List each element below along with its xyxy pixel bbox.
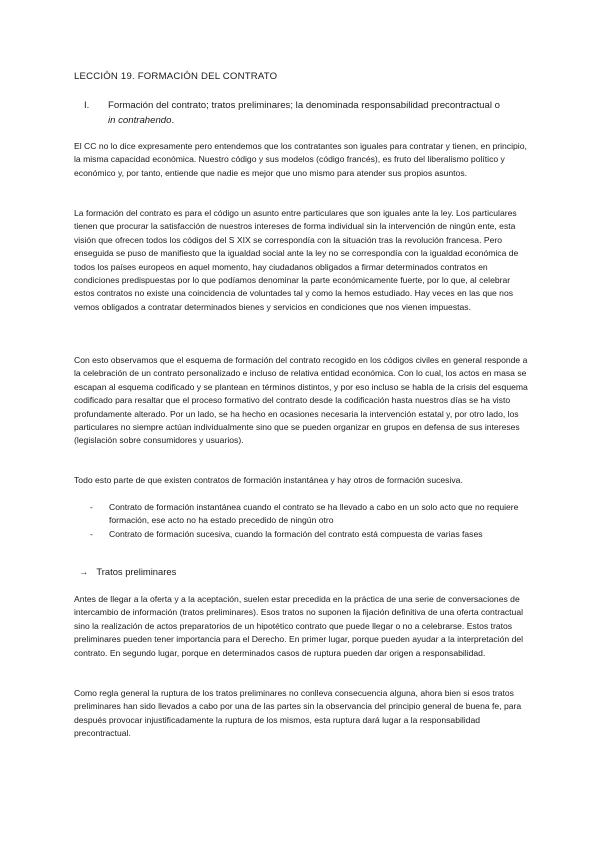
section-title [108, 98, 504, 128]
bullet-dash: - [90, 528, 93, 539]
paragraph-4: Todo esto parte de que existen contratos de formación instantánea y hay otros de formación sucesiva. [74, 475, 463, 485]
paragraph-1: El CC no lo dice expresamente pero entendemos que los contratantes son iguales para contratar y tienen, en principio, la misma capacidad económica. Nuestro código y sus modelos (código francés), es fruto del liberalismo político y económico y, por tanto, entiende que nadie es mejor que uno mismo para atender sus propios asuntos. [74, 141, 527, 178]
subheading-text: Tratos preliminares [96, 566, 177, 577]
subheading [79, 566, 176, 577]
list-item [74, 501, 528, 528]
lesson-title: LECCIÓN 19. FORMACIÓN DEL CONTRATO [74, 71, 278, 82]
section-title-end: . [171, 115, 175, 126]
bullet-text: Contrato de formación sucesiva, cuando la formación del contrato está compuesta de varias fases [109, 528, 483, 539]
paragraph-6: Como regla general la ruptura de los tratos preliminares no conlleva consecuencia alguna, ahora bien si esos tratos preliminares han sido llevados a cabo por una de las partes sin la observancia del principio general de buena fe, para después provocar injustificadamente la ruptura de los mismos, esta ruptura dará lugar a la responsabilidad precontractual. [74, 688, 522, 739]
bullet-text: Contrato de formación instantánea cuando el contrato se ha llevado a cabo en un solo acto que no requiere formación, ese acto no ha estado precedido de ningún otro [109, 502, 519, 526]
arrow-right-icon: → [79, 566, 89, 577]
list-item [74, 528, 528, 541]
section-number: I. [84, 100, 90, 111]
bullet-list [74, 501, 528, 541]
paragraph-2: La formación del contrato es para el código un asunto entre particulares que son iguales ante la ley. Los particulares tienen que procurar la satisfacción de nuestros intereses de forma individual sin la intervención de ningún ente, esta visión que ofrecen todos los códigos del S XIX se correspondía con la situación tras la revolución francesa. Pero enseguida se puso de manifiesto que la igualdad social ante la ley no se correspondía con la igualdad económica de todos los países europeos en aquel momento, hay ciudadanos obligados a firmar determinados contratos en condiciones predispuestas por lo que podíamos denominar la parte económicamente fuerte, por lo que, al celebrar estos contratos no existe una coincidencia de voluntades tal y como la hemos estudiado. Hay veces en las que nos vemos obligados a contratar determinados bienes y servicios en condiciones que nos vienen impuestas. [74, 208, 519, 312]
paragraph-3: Con esto observamos que el esquema de formación del contrato recogido en los códigos civiles en general responde a la celebración de un contrato personalizado e incluso de relativa entidad económica. Con lo cual, los actos en masa se escapan al esquema codificado y se plantean en términos distintos, y por eso incluso se habla de la crisis del esquema codificado para resaltar que el proceso formativo del contrato desde la codificación hasta nuestros días se ha visto profundamente alterado. Por un lado, se ha hecho en ocasiones necesaria la intervención estatal y, por otro lado, los particulares no siempre actúan individualmente sino que se pueden organizar en grupos en defensa de sus intereses (legislación sobre consumidores y usuarios). [74, 355, 528, 446]
paragraph-5: Antes de llegar a la oferta y a la aceptación, suelen estar precedida en la práctica de una serie de conversaciones de intercambio de información (tratos preliminares). Esos tratos no suponen la fijación definitiva de una oferta contractual sino la realización de actos preparatorios de un hipotético contrato que puede llegar o no a celebrarse. Estos tratos preliminares pueden tener importancia para el Derecho. En primer lugar, porque pueden ayudar a la interpretación del contrato. En segundo lugar, porque en determinados casos de ruptura pueden dar origen a responsabilidad. [74, 594, 524, 658]
bullet-dash: - [90, 502, 93, 512]
section-title-italic: in contrahendo [108, 115, 172, 126]
section-title-main: Formación del contrato; tratos preliminares; la denominada responsabilidad precontractual o [108, 100, 500, 111]
